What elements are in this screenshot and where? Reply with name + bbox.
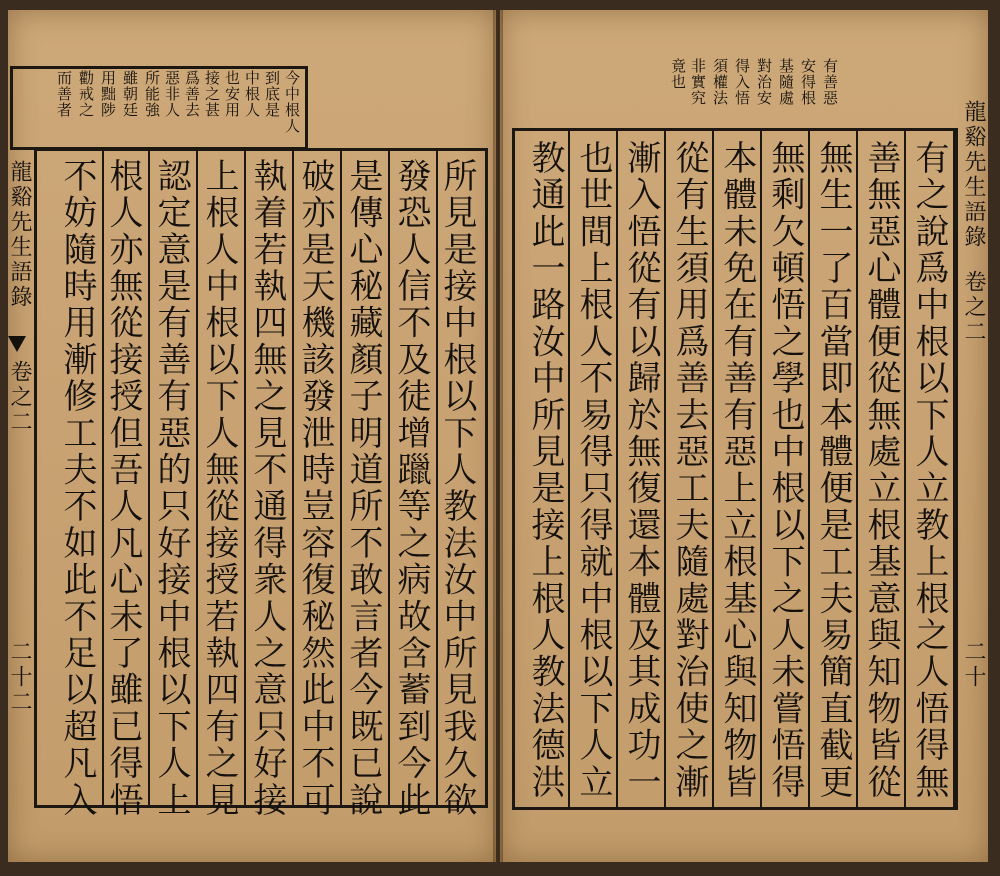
right-column-rule (616, 131, 618, 807)
left-annotation-note: 所能強 (143, 70, 161, 118)
right-annotation-note: 竟也 (669, 58, 687, 90)
right-column-rule (568, 131, 570, 807)
right-edge-folio: 二十 (961, 640, 986, 690)
left-annotation-note: 也安用 (223, 70, 241, 118)
right-column-rule (808, 131, 810, 807)
left-column-rule (244, 151, 246, 805)
left-text-column: 不妨隨時用漸修工夫不如此不足以超凡入 (57, 158, 97, 819)
right-edge-rule (956, 128, 958, 810)
right-text-column: 無生一了百當即本體便是工夫易簡直截更 (813, 140, 853, 801)
right-annotation-note: 基隨處 (777, 58, 795, 106)
right-text-column: 無剩欠頓悟之學也中根以下之人未嘗悟得 (765, 140, 805, 801)
right-annotation-note: 有善惡 (821, 58, 839, 106)
right-column-rule (904, 131, 906, 807)
left-column-rule (148, 151, 150, 805)
right-edge-title: 龍谿先生語錄 (961, 100, 986, 250)
right-text-column: 善無惡心體便從無處立根基意與知物皆從 (861, 140, 901, 801)
right-text-column: 有之說爲中根以下人立教上根之人悟得無 (909, 140, 949, 801)
right-annotation-note: 非實究 (689, 58, 707, 106)
left-annotation-note: 惡非人 (163, 70, 181, 118)
left-column-rule (292, 151, 294, 805)
left-text-column: 認定意是有善有惡的只好接中根以下人上 (151, 158, 191, 819)
left-annotation-note: 到底是 (263, 70, 281, 118)
right-column-rule (760, 131, 762, 807)
left-column-rule (196, 151, 198, 805)
right-column-rule (664, 131, 666, 807)
left-text-column: 執着若執四無之見不通得衆人之意只好接 (247, 158, 287, 819)
right-annotation-note: 安得根 (799, 58, 817, 106)
right-annotation-note: 須權法 (711, 58, 729, 106)
left-text-column: 是傳心秘藏顏子明道所不敢言者今既已說 (343, 158, 383, 819)
left-annotation-note: 用黜陟 (99, 70, 117, 118)
right-note-rule (512, 128, 672, 130)
left-annotation-note: 雖朝廷 (121, 70, 139, 118)
left-edge-title: 龍谿先生語錄 (7, 160, 32, 310)
right-text-column: 也世間上根人不易得只得就中根以下人立 (573, 140, 613, 801)
left-annotation-note: 爲善去 (183, 70, 201, 118)
right-annotation-note: 對治安 (755, 58, 773, 106)
right-annotation-note: 得入悟 (733, 58, 751, 106)
left-text-column: 破亦是天機該發泄時豈容復秘然此中不可 (295, 158, 335, 819)
left-text-column: 上根人中根以下人無從接授若執四有之見 (199, 158, 239, 819)
right-text-column: 從有生須用爲善去惡工夫隨處對治使之漸 (669, 140, 709, 801)
left-edge-volume: 卷之二 (7, 360, 32, 435)
right-column-rule (712, 131, 714, 807)
left-edge-fishtail (8, 336, 26, 352)
left-text-column: 所見是接中根以下人教法汝中所見我久欲 (437, 158, 477, 819)
left-column-rule (388, 151, 390, 805)
left-annotation-note: 而善者 (55, 70, 73, 118)
book-gutter (493, 10, 503, 862)
left-annotation-note: 接之甚 (203, 70, 221, 118)
left-text-column: 發恐人信不及徒增躐等之病故含蓄到今此 (391, 158, 431, 819)
left-annotation-note: 今中根人 (283, 70, 301, 134)
left-edge-folio: 二十二 (7, 640, 32, 715)
right-text-column: 本體未免在有善有惡上立根基心與知物皆 (717, 140, 757, 801)
left-annotation-note: 中根人 (243, 70, 261, 118)
left-column-rule (340, 151, 342, 805)
right-text-column: 教通此一路汝中所見是接上根人教法德洪 (525, 140, 565, 801)
right-text-column: 漸入悟從有以歸於無復還本體及其成功一 (621, 140, 661, 801)
right-edge-volume: 卷之二 (961, 270, 986, 345)
left-edge-rule (34, 148, 36, 808)
left-text-column: 根人亦無從接授但吾人凡心未了雖已得悟 (103, 158, 143, 819)
right-column-rule (856, 131, 858, 807)
left-annotation-note: 勸戒之 (77, 70, 95, 118)
